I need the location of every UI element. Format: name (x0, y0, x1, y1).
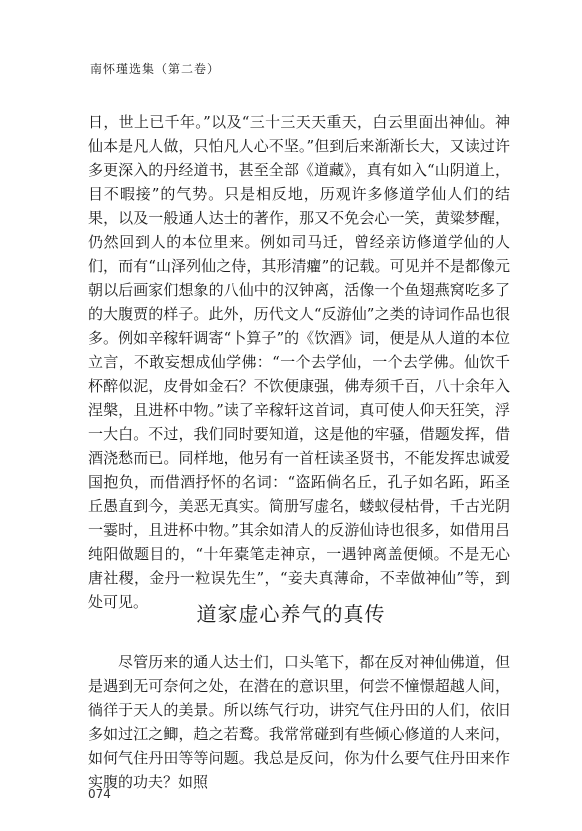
page-number: 074 (88, 787, 111, 801)
body-text-top (88, 110, 510, 614)
body-text-bottom (88, 650, 510, 794)
section-heading: 道家虚心养气的真传 (196, 602, 386, 626)
paragraph: 尽管历来的通人达士们，口头笔下，都在反对神仙佛道，但是遇到无可奈何之处，在潜在的意识里，何尝不憧憬超越人间，徜徉于天人的美景。所以练气行功，讲究气住丹田的人们，依旧多如过江之鲫，趋之若鹜。我常常碰到有些倾心修道的人来问，如何气住丹田等等问题。我总是反问，你为什么要气住丹田来作实腹的功夫？如照 (88, 653, 510, 791)
paragraph: 日，世上已千年。”以及“三十三天天重天，白云里面出神仙。神仙本是凡人做，只怕凡人心不坚。”但到后来渐渐长大，又读过许多更深入的丹经道书，甚至全部《道藏》，真有如入“山阴道上，目不暇接”的气势。只是相反地，历观许多修道学仙人们的结果，以及一般通人达士的著作，那又不免会心一笑，黄粱梦醒，仍然回到人的本位里来。例如司马迁，曾经亲访修道学仙的人们，而有“山泽列仙之侍，其形清癯”的记载。可见并不是都像元朝以后画家们想象的八仙中的汉钟离，活像一个鱼翅燕窝吃多了的大腹贾的样子。此外，历代文人“反游仙”之类的诗词作品也很多。例如辛稼轩调寄“卜算子”的《饮酒》词，便是从人道的本位立言，不敢妄想成仙学佛：“一个去学仙，一个去学佛。仙饮千杯醉似泥，皮骨如金石？不饮便康强，佛寿须千百，八十余年入涅槃，且进杯中物。”读了辛稼轩这首词，真可使人仰天狂笑，浮一大白。不过，我们同时要知道，这是他的牢骚，借题发挥，借酒浇愁而已。同样地，他另有一首枉读圣贤书，不能发挥忠诚爱国抱负，而借酒抒怀的名词：“盗跖倘名丘，孔子如名跖，跖圣丘愚直到今，美恶无真实。简册写虚名，蝼蚁侵枯骨，千古光阴一霎时，且进杯中物。”其余如清人的反游仙诗也很多，如借用吕纯阳做题目的，“十年橐笔走神京，一遇钟离盖便倾。不是无心唐社稷，金丹一粒误先生”，“妾夫真薄命，不幸做神仙”等，到处可见。 (88, 113, 510, 611)
running-header: 南怀瑾选集（第二卷） (90, 62, 221, 76)
